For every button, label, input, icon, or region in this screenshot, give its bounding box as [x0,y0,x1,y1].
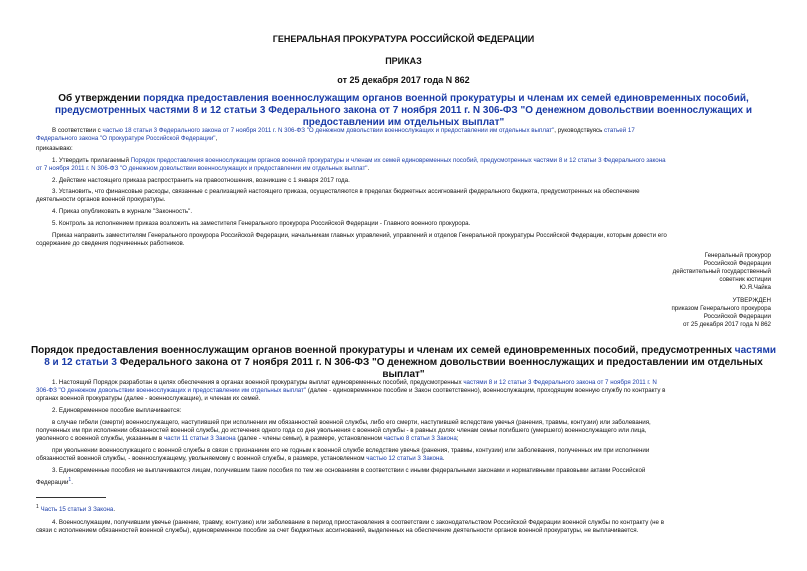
text: обязанностей военной службы, - военнослужащему, увольняемому с военной службы, в размере, установленном [36,455,367,462]
order-6-line-2: связи с исполнением обязанностей военной службы), единовременное пособие за счет бюджетных ассигнований, выделенных на обеспечение деятельности органов военной прокуратуры, не выплачивается. [36,527,639,534]
link-article-17[interactable]: статьей 17 [604,127,635,134]
footnote-divider [36,497,106,498]
approval-line: УТВЕРЖДЕН [732,297,771,304]
order-1-line-1 [36,379,771,387]
text: , руководствуясь [554,127,605,134]
item-6-line-2: содержание до сведения подчиненных работников. [36,240,185,247]
text: . [367,165,370,172]
doc-type: ПРИКАЗ [385,56,422,66]
order-4-line-1: при увольнении военнослужащего с военной службы в связи с признанием его не годным к военной службе вследствие увечья (ранения, травмы, контузии) или заболевания, полученных им при исполнении [52,447,650,454]
order-3-line-2: полученных им при исполнении обязанностей военной службы, до истечения одного года со дня увольнения с военной службы - в равных долях членам семьи погибшего (умершего) военнослужащего или лица, [36,427,647,434]
item-4: 4. Приказ опубликовать в журнале "Законность". [52,208,193,215]
title-link[interactable]: порядка предоставления военнослужащим органов военной прокуратуры и членам их семей единовременных пособий, предусмотренных частями 8 и 12 статьи 3 Федерального закона от 7 ноября 2011 г. N 306-ФЗ "О денежном довольствии военнослужащих и предоставлении им отдельных выплат" [55,93,752,128]
signature-block [531,252,771,292]
item-3-line-1: 3. Установить, что финансовые расходы, связанные с реализацией настоящего приказа, осуществляются в пределах бюджетных ассигнований федерального бюджета, предусмотренных на обеспечение [52,188,640,195]
order-1-line-3: органах военной прокуратуры (далее - военнослужащие), и членам их семей. [36,395,261,402]
title-prefix: Об утверждении [58,93,144,104]
order-3-line-1: в случае гибели (смерти) военнослужащего, наступившей при исполнении им обязанностей военной службы, либо его смерти, наступившей вследствие увечья (ранения, травмы, контузии) или заболевания, [52,419,651,426]
text: Федерального закона от 7 ноября 2011 г. N 306-ФЗ "О денежном довольствии военнослужащих и предоставлении им отдельных выплат" [119,357,763,380]
item-6-line-1: Приказ направить заместителям Генерального прокурора Российской Федерации, начальникам главных управлений, управлений и отделов Генеральной прокуратуры Российской Федерации, которым довести его [52,232,667,239]
text: уволенного с военной службы, указанным в [36,435,164,442]
order-4-line-2 [36,455,771,463]
link-parts-8-12[interactable]: частями 8 и 12 статьи 3 [44,345,777,368]
text: Федерации [36,479,69,487]
preamble-line-2 [36,135,771,143]
order-3-line-3 [36,435,771,443]
item-5: 5. Контроль за исполнением приказа возложить на заместителя Генерального прокурора Российской Федерации - Главного военного прокурора. [52,220,471,227]
text: (далее - члены семьи), в размере, установленном [235,435,384,442]
text: . [71,479,73,487]
order-6-line-1: 4. Военнослужащим, получившим увечье (ранение, травму, контузию) или заболевание в период приостановления в соответствии с законодательством Российской Федерации военной службы по контракту (не в [52,519,664,526]
signature-line: советник юстиции [719,276,771,283]
link-part-18[interactable]: частью 18 статьи 3 Федерального закона от 7 ноября 2011 г. N 306-ФЗ "О денежном довольствии военнослужащих и предоставлении им отдельных выплат" [102,127,555,134]
signature-line: Ю.Я.Чайка [739,284,771,291]
signature-line: Российской Федерации [703,260,771,267]
text: . [113,506,116,514]
item-3-line-2: деятельности органов военной прокуратуры. [36,196,166,203]
signature-line: Генеральный прокурор [704,252,771,259]
order-2: 2. Единовременное пособие выплачивается: [52,407,182,414]
order-5-line-1: 3. Единовременные пособия не выплачиваются лицам, получившим такие пособия по тем же основаниям в соответствии с иными федеральными законами и нормативными правовыми актами Российской [52,467,646,474]
text: . [442,455,445,462]
text: 1. Настоящий Порядок разработан в целях обеспечения в органах военной прокуратуры выплат единовременных пособий, предусмотренных [52,379,464,386]
approval-line: от 25 декабря 2017 года N 862 [683,321,771,328]
link-order-procedure-cont[interactable]: от 7 ноября 2011 г. N 306-ФЗ "О денежном довольствии военнослужащих и предоставлении им отдельных выплат" [36,165,368,172]
item-2: 2. Действие настоящего приказа распространить на правоотношения, возникшие с 1 января 2017 года. [52,177,350,184]
footnote-mark: 1 [36,504,39,510]
text: (далее - единовременное пособие и Закон соответственно), военнослужащим, проходящим военную службу по контракту в [306,387,666,394]
procedure-title [28,345,779,381]
footnote [36,503,771,514]
text: , [215,135,218,142]
approval-block [531,297,771,329]
preamble-line-1 [36,127,771,135]
footnote-ref[interactable]: 1 [68,477,72,483]
link-parts-8-12-law[interactable]: частями 8 и 12 статьи 3 Федерального закона от 7 ноября 2011 г. N [463,379,657,386]
doc-title [28,93,779,129]
link-law-306[interactable]: 306-ФЗ "О денежном довольствии военнослужащих и предоставлении им отдельных выплат" [36,387,307,394]
order-5-line-2 [36,476,771,487]
link-prosecutor-law[interactable]: Федерального закона "О прокуратуре Российской Федерации" [36,135,216,142]
text: ; [456,435,459,442]
link-part-15[interactable]: Часть 15 статьи 3 Закона [40,506,114,514]
link-part-12[interactable]: частью 12 статьи 3 Закона [366,455,443,462]
text: В соответствии с [52,127,103,134]
link-order-procedure[interactable]: Порядок предоставления военнослужащим органов военной прокуратуры и членам их семей единовременных пособий, предусмотренных частями 8 и 12 статьи 3 Федерального закона [130,157,666,164]
approval-line: приказом Генерального прокурора [671,305,771,312]
order-1-line-2 [36,387,771,395]
preamble-order: приказываю: [36,145,73,152]
link-part-11[interactable]: части 11 статьи 3 Закона [163,435,236,442]
link-part-8[interactable]: частью 8 статьи 3 Закона [383,435,457,442]
text: Порядок предоставления военнослужащим органов военной прокуратуры и членам их семей единовременных пособий, предусмотренных [30,345,735,356]
signature-line: действительный государственный [672,268,771,275]
doc-date-number: от 25 декабря 2017 года N 862 [337,75,470,85]
text: 1. Утвердить прилагаемый [52,157,131,164]
item-1-line-2 [36,165,771,173]
approval-line: Российской Федерации [703,313,771,320]
item-1-line-1 [36,157,771,165]
org-header: ГЕНЕРАЛЬНАЯ ПРОКУРАТУРА РОССИЙСКОЙ ФЕДЕРАЦИИ [272,34,535,44]
